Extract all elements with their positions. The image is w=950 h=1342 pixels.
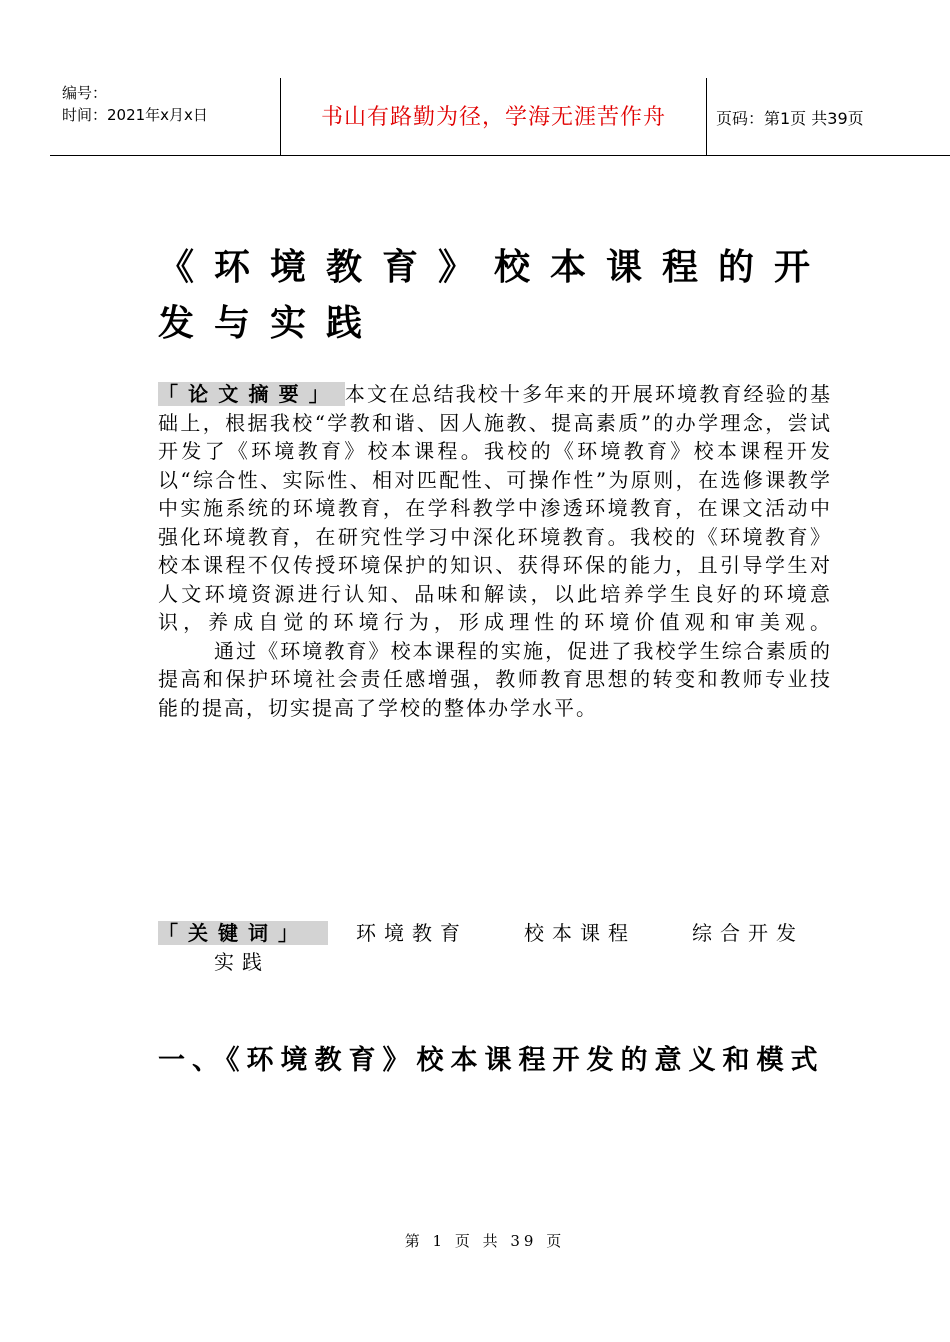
header-divider [706, 78, 707, 156]
page-footer: 第 1 页 共 39 页 [404, 1232, 566, 1250]
keywords-tag: 「关键词」 [158, 921, 328, 945]
abstract-paragraph: 通过《环境教育》校本课程的实施，促进了我校学生综合素质的提高和保护环境社会责任感增强，教师教育思想的转变和教师专业技能的提高，切实提高了学校的整体办学水平。 [158, 638, 832, 720]
abstract-paragraph [158, 380, 832, 637]
header-rule [50, 155, 950, 156]
header-page-info: 页码：第1页 共39页 [716, 109, 864, 128]
keyword-item: 实践 [214, 950, 270, 974]
page-header [50, 78, 950, 156]
keywords-section [158, 919, 832, 977]
abstract-tag: 「论文摘要」 [158, 382, 345, 406]
abstract-section [158, 380, 832, 722]
section-heading: 一、《环境教育》校本课程开发的意义和模式 [158, 1045, 825, 1076]
header-motto: 书山有路勤为径，学海无涯苦作舟 [320, 105, 666, 130]
keyword-item: 环境教育 [356, 921, 468, 945]
document-title: 《环境教育》校本课程的开发与实践 [158, 247, 831, 344]
keyword-item: 综合开发 [692, 921, 804, 945]
abstract-text: 本文在总结我校十多年来的开展环境教育经验的基础上，根据我校“学教和谐、因人施教、提高素质”的办学理念，尝试开发了《环境教育》校本课程。我校的《环境教育》校本课程开发以“综合性、实际性、相对匹配性、可操作性”为原则，在选修课教学中实施系统的环境教育，在学科教学中渗透环境教育，在课文活动中强化环境教育，在研究性学习中深化环境教育。我校的《环境教育》校本课程不仅传授环境保护的知识、获得环保的能力，且引导学生对人文环境资源进行认知、品味和解读，以此培养学生良好的环境意识，养成自觉的环境行为，形成理性的环境价值观和审美观。 [158, 382, 833, 634]
document-date: 时间：2021年x月x日 [62, 106, 208, 124]
document-number-label: 编号： [62, 84, 108, 102]
header-meta [62, 82, 208, 126]
keyword-item: 校本课程 [524, 921, 636, 945]
